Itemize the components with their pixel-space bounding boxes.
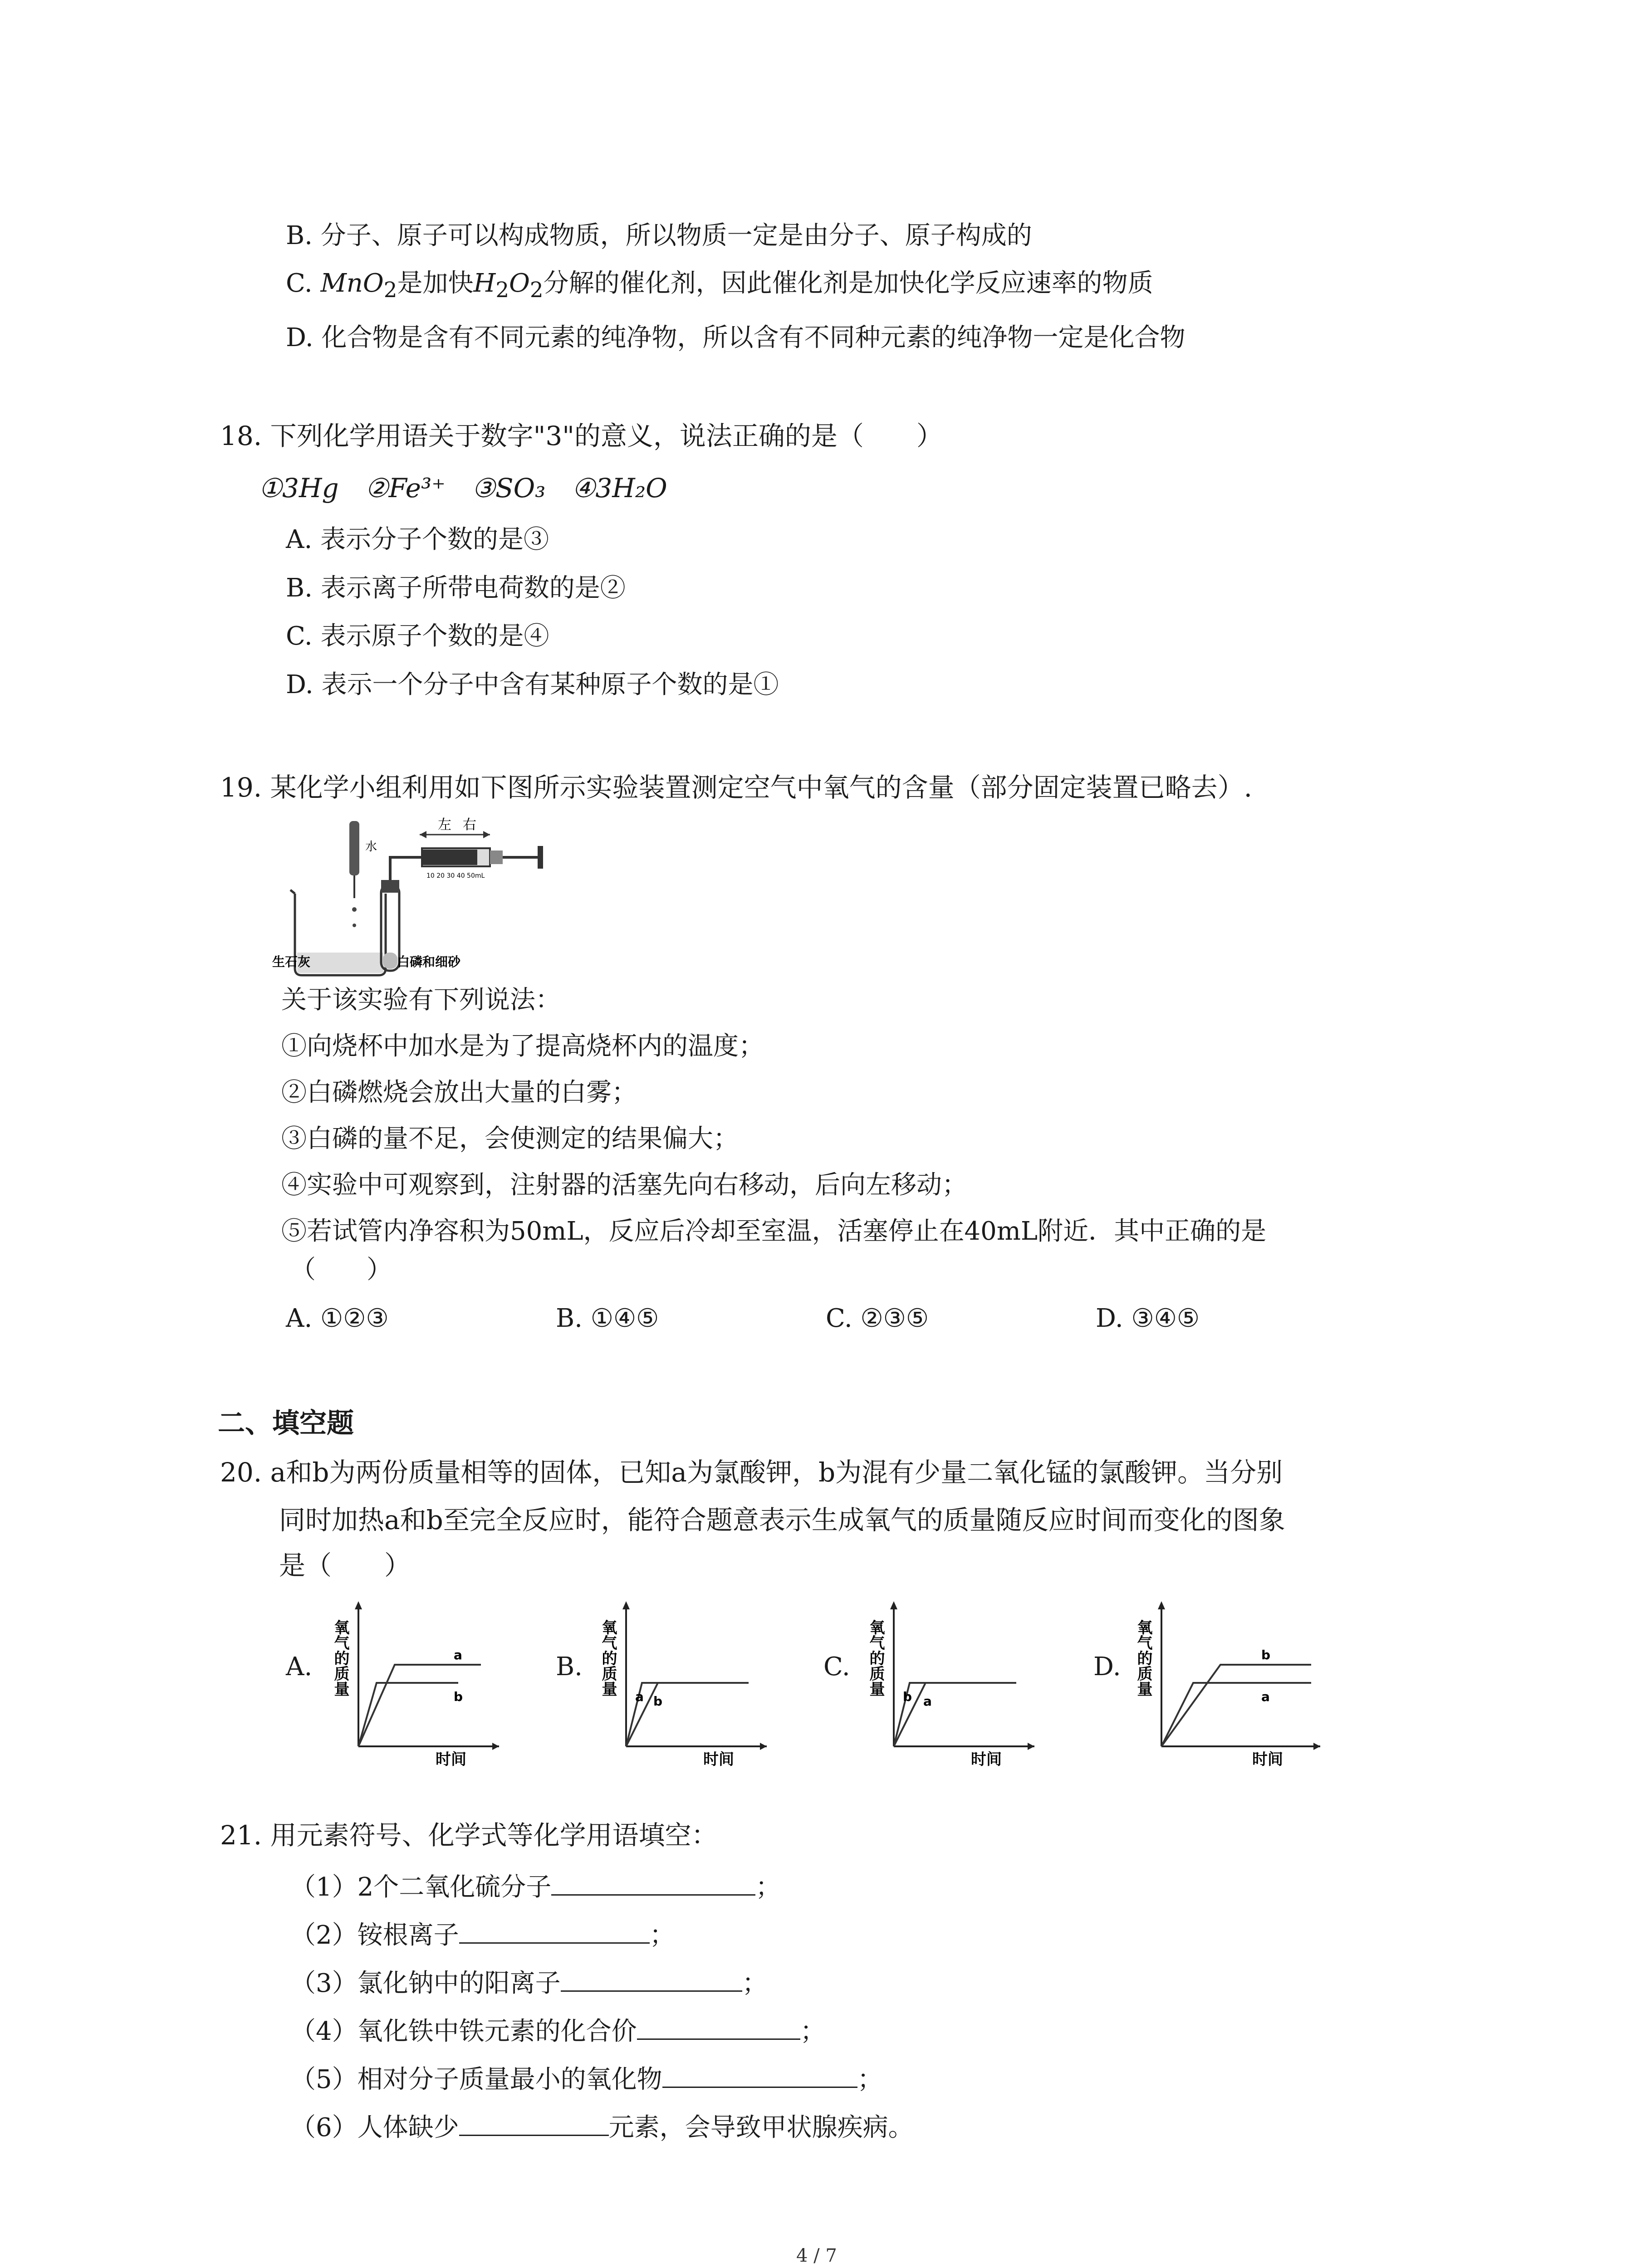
answer-blank[interactable] — [637, 2013, 800, 2040]
q19-statement-2: ②白磷燃烧会放出大量的白雾； — [281, 1078, 637, 1107]
svg-text:a: a — [454, 1647, 462, 1662]
q20-line-2: 同时加热a和b至完全反应时，能符合题意表示生成氧气的质量随反应时间而变化的图象 — [279, 1505, 1285, 1535]
q18-option-d: D. 表示一个分子中含有某种原子个数的是① — [286, 670, 779, 699]
q21-item-3: （3）氯化钠中的阳离子 ； — [290, 1965, 768, 1999]
q17-option-c: C. MnO$_2$是加快$H_2O_2$分解的催化剂，因此催化剂是加快化学反应速率的物质 — [286, 269, 1153, 303]
q19-statement-1: ①向烧杯中加水是为了提高烧杯内的温度； — [281, 1031, 764, 1061]
svg-text:氧气的质量: 氧气的质量 — [331, 1619, 349, 1696]
svg-text:b: b — [653, 1694, 663, 1709]
q20-graph-a — [331, 1592, 504, 1769]
q20-line-3: 是（ ） — [279, 1550, 411, 1581]
q21-item-6: （6）人体缺少 元素，会导致甲状腺疾病。 — [290, 2109, 914, 2144]
dropper-icon — [349, 821, 359, 875]
q19-intro: 关于该实验有下列说法： — [281, 985, 561, 1015]
q19-option-d: D. ③④⑤ — [1096, 1304, 1200, 1333]
q17-option-b: B. 分子、原子可以构成物质，所以物质一定是由分子、原子构成的 — [286, 221, 1032, 250]
svg-text:时间: 时间 — [436, 1750, 466, 1769]
answer-blank[interactable] — [459, 2109, 609, 2136]
q19-option-b: B. ①④⑤ — [556, 1304, 659, 1333]
q19-answer-paren: （ ） — [290, 1255, 392, 1285]
q19-option-a: A. ①②③ — [286, 1304, 389, 1333]
label-scale: 10 20 30 40 50mL — [426, 872, 485, 880]
svg-text:时间: 时间 — [1252, 1750, 1283, 1769]
q19-statement-5: ⑤若试管内净容积为50mL，反应后冷却至室温，活塞停止在40mL附近．其中正确的是 — [281, 1217, 1267, 1246]
label-right: 右 — [463, 817, 476, 833]
q20-graph-b — [599, 1592, 771, 1769]
label-phosphorus: 白磷和细砂 — [397, 954, 461, 969]
svg-text:a: a — [923, 1694, 932, 1709]
svg-text:时间: 时间 — [703, 1750, 734, 1769]
svg-text:b: b — [454, 1689, 463, 1704]
q19-statement-3: ③白磷的量不足，会使测定的结果偏大； — [281, 1124, 739, 1154]
q20-option-b-label: B. — [556, 1652, 583, 1681]
q19-statement-4: ④实验中可观察到，注射器的活塞先向右移动，后向左移动； — [281, 1170, 967, 1200]
svg-text:a: a — [635, 1689, 644, 1704]
svg-text:b: b — [903, 1689, 912, 1704]
svg-text:氧气的质量: 氧气的质量 — [867, 1619, 885, 1696]
q21-item-2: （2）铵根离子 ； — [290, 1917, 675, 1951]
q20-graph-d — [1134, 1592, 1325, 1769]
q18-option-a: A. 表示分子个数的是③ — [286, 525, 549, 554]
q19-option-c: C. ②③⑤ — [826, 1304, 929, 1333]
label-left: 左 — [438, 817, 451, 833]
q21-item-1: （1）2个二氧化硫分子 ； — [290, 1869, 781, 1903]
q18-option-b: B. 表示离子所带电荷数的是② — [286, 573, 626, 603]
answer-blank[interactable] — [551, 1869, 755, 1896]
q18-option-c: C. 表示原子个数的是④ — [286, 621, 549, 651]
q21-stem: 21. 用元素符号、化学式等化学用语填空： — [220, 1820, 718, 1851]
page-number: 4 / 7 — [796, 2245, 837, 2266]
svg-text:氧气的质量: 氧气的质量 — [599, 1619, 617, 1696]
label-lime: 生石灰 — [272, 954, 311, 969]
q21-item-5: （5）相对分子质量最小的氧化物 ； — [290, 2061, 883, 2096]
q18-symbols: ①3Hg ②Fe³⁺ ③SO₃ ④3H₂O — [259, 473, 667, 503]
svg-text:b: b — [1261, 1647, 1271, 1662]
q20-option-a-label: A. — [286, 1652, 313, 1681]
q18-stem: 18. 下列化学用语关于数字"3"的意义，说法正确的是（ ） — [220, 420, 943, 451]
svg-text:a: a — [1261, 1689, 1270, 1704]
answer-blank[interactable] — [662, 2061, 857, 2088]
section-title: 二、填空题 — [218, 1408, 354, 1439]
answer-blank[interactable] — [561, 1965, 742, 1992]
answer-blank[interactable] — [459, 1917, 650, 1944]
q17-option-d: D. 化合物是含有不同元素的纯净物，所以含有不同种元素的纯净物一定是化合物 — [286, 323, 1185, 352]
label-water: 水 — [365, 840, 377, 854]
q20-graph-c — [867, 1592, 1039, 1769]
svg-text:时间: 时间 — [971, 1750, 1002, 1769]
q19-stem: 19. 某化学小组利用如下图所示实验装置测定空气中氧气的含量（部分固定装置已略去）. — [220, 772, 1253, 803]
q20-option-c-label: C. — [823, 1652, 850, 1681]
q21-item-4: （4）氧化铁中铁元素的化合价 ； — [290, 2013, 826, 2048]
svg-text:氧气的质量: 氧气的质量 — [1134, 1619, 1152, 1696]
q20-option-d-label: D. — [1093, 1652, 1121, 1681]
q20-line-1: 20. a和b为两份质量相等的固体，已知a为氯酸钾，b为混有少量二氧化锰的氯酸钾。当分别 — [220, 1457, 1283, 1488]
q19-apparatus-figure — [272, 816, 558, 980]
